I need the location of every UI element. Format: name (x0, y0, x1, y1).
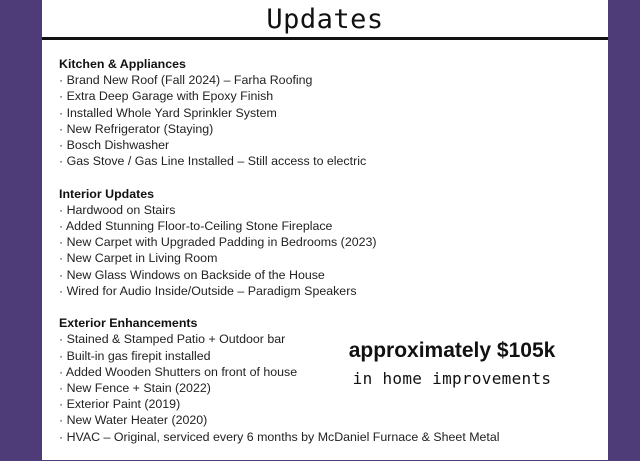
improvement-amount: approximately $105k (348, 339, 556, 362)
section-interior-updates (59, 186, 604, 299)
list-item: · Gas Stove / Gas Line Installed – Still access to electric (59, 154, 367, 169)
list-item: · New Fence + Stain (2022) (59, 381, 211, 396)
list-item: · Added Stunning Floor-to-Ceiling Stone Fireplace (59, 219, 333, 234)
list-item: · Built-in gas firepit installed (59, 348, 211, 363)
list-item: · Hardwood on Stairs (59, 202, 176, 217)
updates-content (59, 56, 604, 461)
list-item: · Wired for Audio Inside/Outside – Paradigm Speakers (59, 283, 357, 298)
updates-card (42, 0, 608, 460)
section-heading: Exterior Enhancements (59, 316, 198, 331)
page-title: Updates (266, 4, 384, 35)
list-item: · Added Wooden Shutters on front of house (59, 364, 298, 379)
list-item: · New Refrigerator (Staying) (59, 121, 214, 136)
list-item: · Extra Deep Garage with Epoxy Finish (59, 89, 274, 104)
list-item: · Exterior Paint (2019) (59, 397, 181, 412)
list-item: · New Carpet in Living Room (59, 251, 218, 266)
improvements-callout (322, 338, 582, 388)
section-heading: Interior Updates (59, 186, 155, 201)
list-item: · HVAC – Original, serviced every 6 months by McDaniel Furnace & Sheet Metal (59, 429, 500, 444)
list-item: · Bosch Dishwasher (59, 138, 170, 153)
list-item: · Installed Whole Yard Sprinkler System (59, 105, 277, 120)
list-item: · New Glass Windows on Backside of the House (59, 267, 325, 282)
section-heading: Kitchen & Appliances (59, 57, 186, 71)
list-item: · Brand New Roof (Fall 2024) – Farha Roofing (59, 73, 313, 88)
section-kitchen-appliances (59, 56, 604, 169)
list-item: · New Carpet with Upgraded Padding in Bedrooms (2023) (59, 235, 377, 250)
title-divider (42, 37, 608, 40)
improvement-subtitle: in home improvements (352, 369, 552, 388)
list-item: · New Water Heater (2020) (59, 413, 208, 428)
list-item: · Stained & Stamped Patio + Outdoor bar (59, 332, 286, 347)
